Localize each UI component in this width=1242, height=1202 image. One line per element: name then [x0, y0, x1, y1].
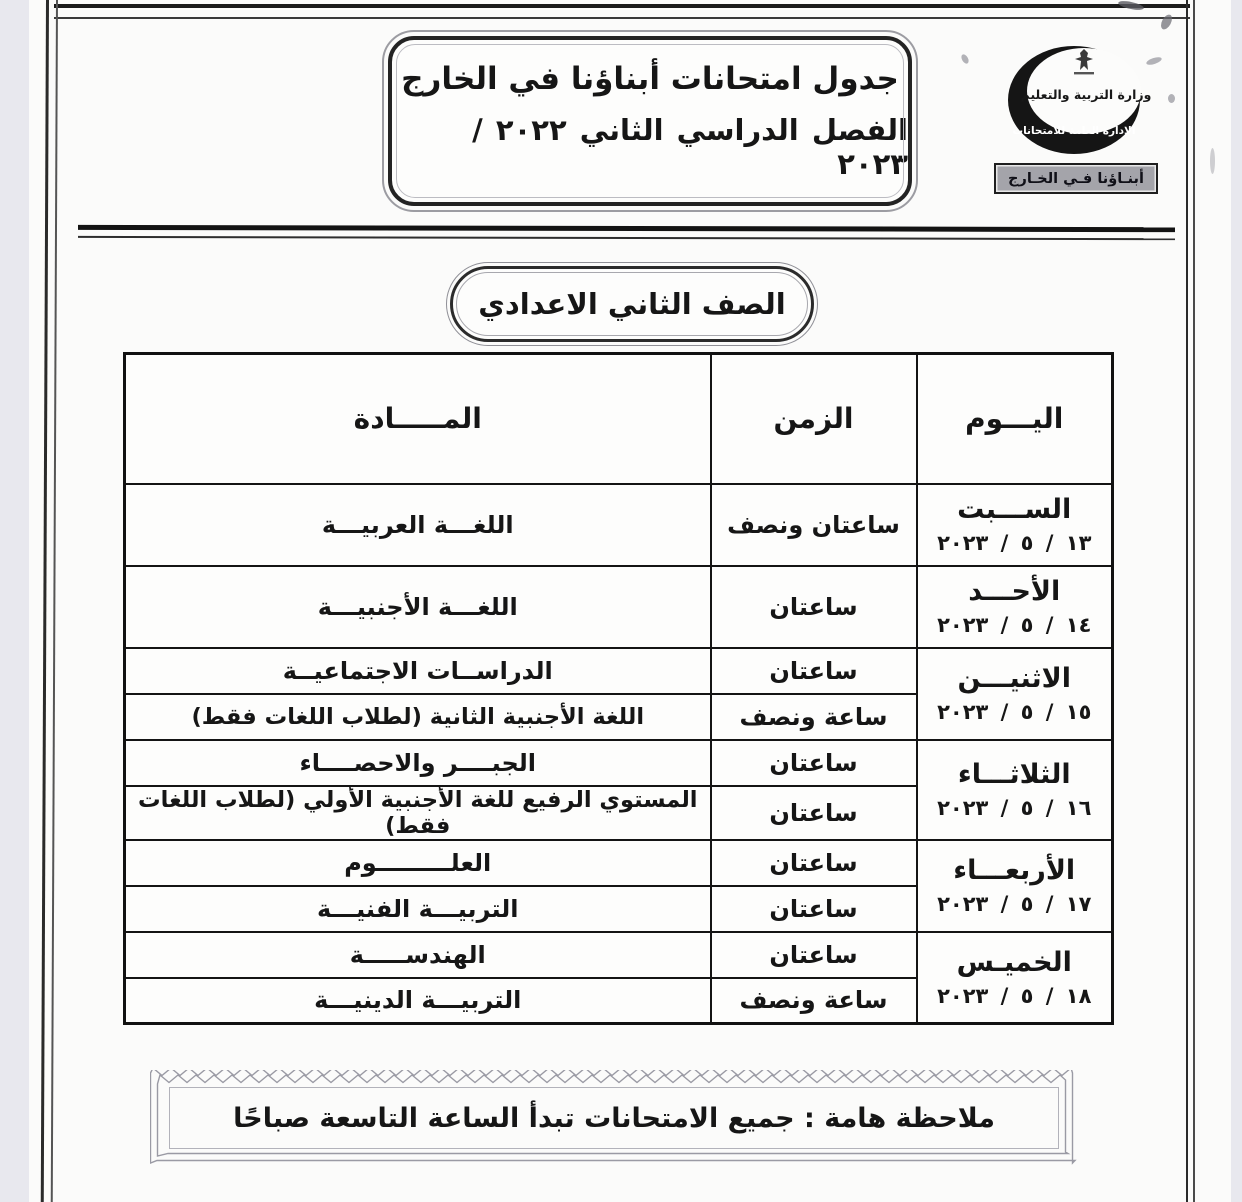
table-row-tuesday [125, 740, 1113, 786]
note-inner-frame [169, 1087, 1059, 1149]
section-divider [78, 225, 1175, 232]
table-row-monday [125, 648, 1113, 694]
time-cell: ساعتان [711, 886, 917, 932]
time-cell: ساعتان [711, 740, 917, 786]
day-date: ١٦ / ٥ / ٢٠٢٣ [937, 795, 1092, 820]
section-divider-thin [78, 236, 1175, 240]
scan-speck [1210, 148, 1215, 174]
scan-speck [960, 53, 970, 65]
schedule-title: جدول امتحانات أبناؤنا في الخارج [401, 61, 899, 97]
time-cell: ساعتان [711, 786, 917, 840]
day-date: ١٧ / ٥ / ٢٠٢٣ [937, 891, 1092, 916]
col-header-time: الزمن [711, 354, 917, 484]
table-row-saturday [125, 484, 1113, 566]
exam-schedule-table-wrap [123, 352, 1114, 1025]
time-cell: ساعتان ونصف [711, 484, 917, 566]
day-date: ١٣ / ٥ / ٢٠٢٣ [937, 530, 1092, 555]
day-cell [917, 484, 1113, 566]
time-cell: ساعة ونصف [711, 978, 917, 1024]
department-name-text: الإدارة العامة للامتحانات [1012, 125, 1136, 137]
important-note-box [150, 1070, 1078, 1166]
table-row-sunday [125, 566, 1113, 648]
exam-schedule-title-box [388, 36, 912, 206]
time-cell: ساعتان [711, 648, 917, 694]
subject-cell: اللغة الأجنبية الثانية (لطلاب اللغات فقط) [125, 694, 711, 740]
subject-cell: اللغـــة الأجنبيـــة [125, 566, 711, 648]
grade-title: الصف الثاني الاعدادي [478, 287, 786, 321]
subject-cell: اللغـــة العربيـــة [125, 484, 711, 566]
day-cell [917, 840, 1113, 932]
exam-schedule-table [123, 352, 1114, 1025]
table-row-thursday [125, 932, 1113, 978]
page-border-left [41, 0, 58, 1202]
subject-cell: الجبــــر والاحصــــاء [125, 740, 711, 786]
subject-cell: الهندســـــة [125, 932, 711, 978]
scan-speck [1168, 94, 1175, 103]
subject-cell: المستوي الرفيع للغة الأجنبية الأولي (لطلاب اللغات فقط) [125, 786, 711, 840]
grade-title-oval [450, 266, 814, 342]
page-border-right [1186, 0, 1195, 1202]
day-date: ١٥ / ٥ / ٢٠٢٣ [937, 699, 1092, 724]
banner-text: أبنـاؤنا فـي الخـارج [1008, 170, 1144, 187]
subject-cell: الدراســات الاجتماعيــة [125, 648, 711, 694]
time-cell: ساعتان [711, 566, 917, 648]
day-name: الأحـــد [968, 576, 1061, 607]
day-cell [917, 566, 1113, 648]
day-name: الاثنيـــن [957, 663, 1072, 694]
abnaona-banner [994, 163, 1158, 194]
day-name: الخميـس [956, 946, 1072, 978]
time-cell: ساعتان [711, 932, 917, 978]
day-name: الثلاثـــاء [957, 759, 1071, 790]
subject-cell: التربيـــة الفنيـــة [125, 886, 711, 932]
page-border-top [54, 4, 1190, 19]
table-header-row [125, 354, 1113, 484]
note-text: ملاحظة هامة : جميع الامتحانات تبدأ الساعة التاسعة صباحًا [233, 1102, 995, 1134]
day-cell [917, 932, 1113, 1024]
day-name: الأربعـــاء [953, 855, 1076, 886]
subject-cell: التربيـــة الدينيـــة [125, 978, 711, 1024]
subject-cell: العلـــــــــوم [125, 840, 711, 886]
scanner-edge-right [1231, 0, 1242, 1202]
col-header-subject: المـــــادة [125, 354, 711, 484]
day-cell [917, 648, 1113, 740]
time-cell: ساعتان [711, 840, 917, 886]
ministry-logo-icon [1002, 42, 1154, 160]
schedule-subtitle: الفصل الدراسي الثاني ٢٠٢٢ / ٢٠٢٣ [472, 113, 908, 181]
day-date: ١٤ / ٥ / ٢٠٢٣ [937, 612, 1092, 637]
day-date: ١٨ / ٥ / ٢٠٢٣ [937, 983, 1092, 1008]
scanner-edge-left [0, 0, 29, 1202]
ministry-name-text: وزارة التربية والتعليم [1020, 87, 1152, 102]
day-cell [917, 740, 1113, 840]
col-header-day: اليـــوم [917, 354, 1113, 484]
time-cell: ساعة ونصف [711, 694, 917, 740]
day-name: الســـبت [957, 494, 1072, 525]
table-row-wednesday [125, 840, 1113, 886]
